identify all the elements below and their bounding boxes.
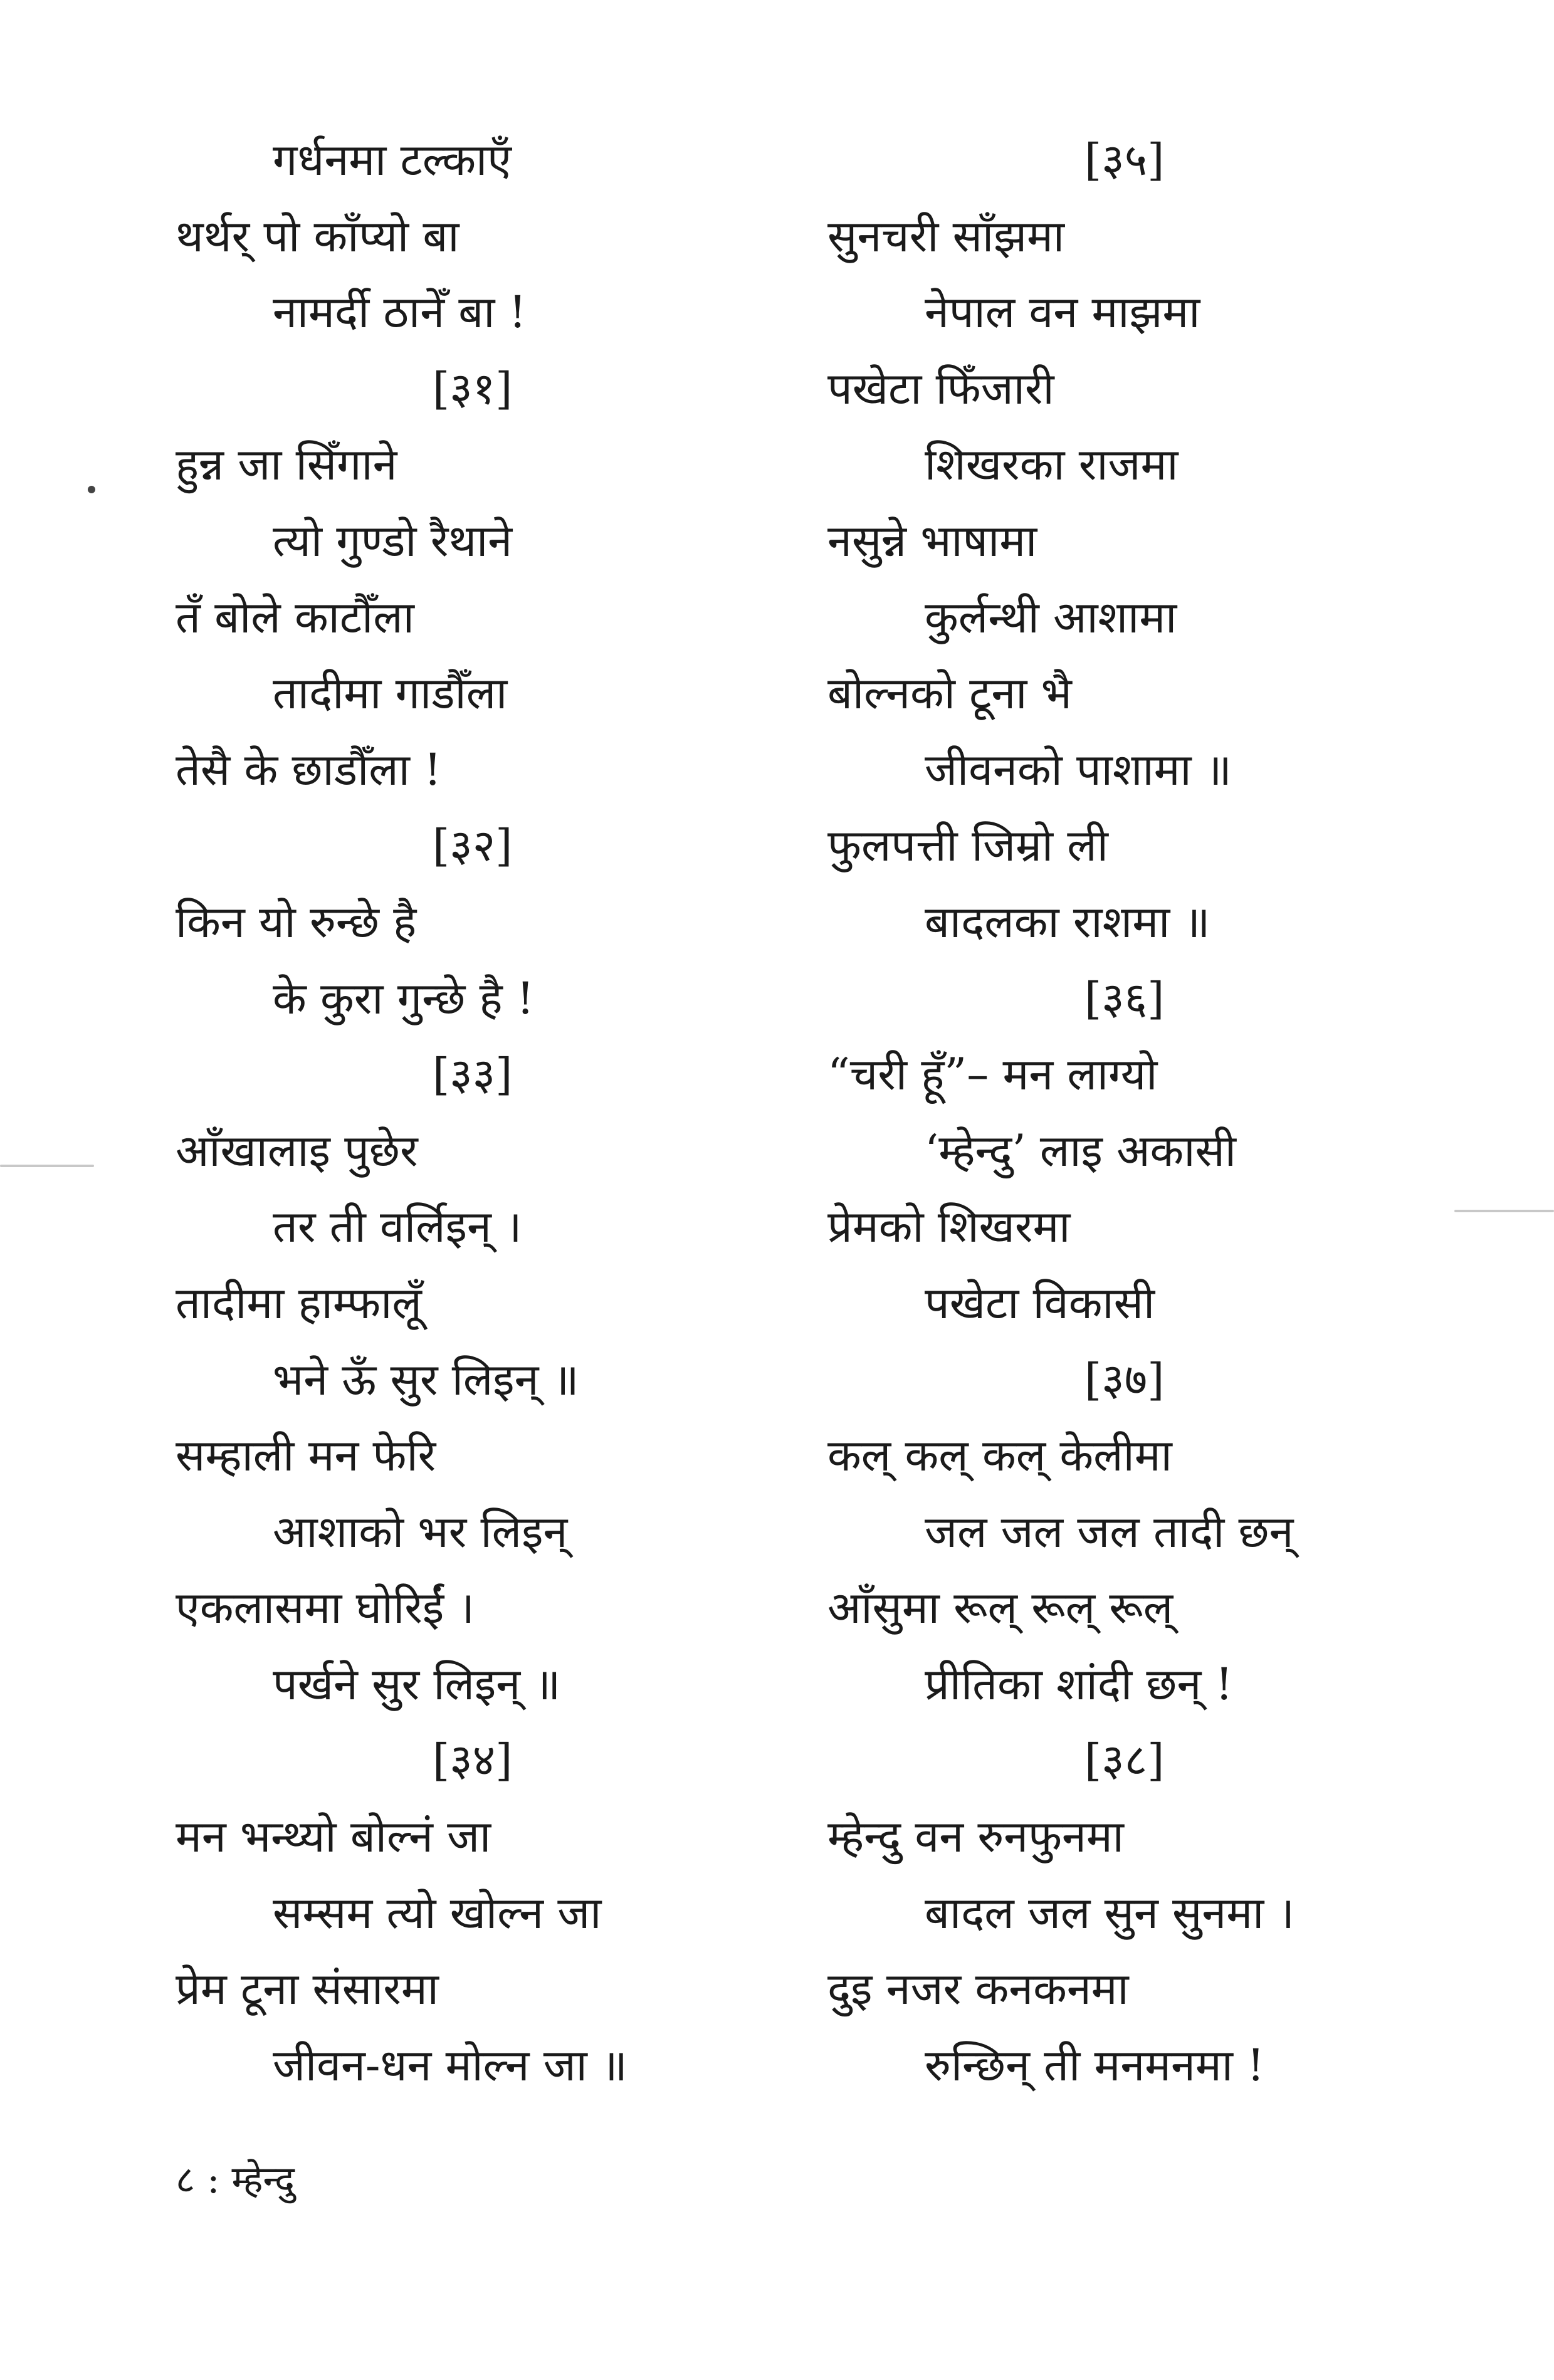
poem-line: रुन्छिन् ती मनमनमा ! — [925, 2039, 1265, 2091]
stanza-number: [३४] — [433, 1734, 513, 1786]
poem-line: के कुरा गुन्छे है ! — [273, 972, 535, 1024]
stanza-number: [३३] — [433, 1049, 513, 1101]
poem-line: ‘म्हेन्दु’ लाइ अकासी — [925, 1124, 1236, 1177]
poem-line: आशाको भर लिइन् — [273, 1506, 568, 1558]
stanza-number: [३७] — [1084, 1353, 1165, 1405]
poem-line: प्रीतिका शांदी छन् ! — [925, 1658, 1233, 1710]
scan-speck — [88, 486, 95, 493]
poem-line: “चरी हूँ”– मन लाग्यो — [827, 1049, 1158, 1101]
page-fold-right — [1454, 1210, 1554, 1212]
poem-line: नामर्दी ठानेँ बा ! — [273, 286, 527, 338]
poem-line: बादल जल सुन सुनमा । — [925, 1887, 1294, 1939]
stanza-number: [३८] — [1084, 1734, 1165, 1786]
poem-line: नेपाल वन माझमा — [925, 286, 1200, 338]
poem-column-right — [827, 122, 1392, 2104]
poem-line: तादीमा हाम्फालूँ — [176, 1277, 422, 1329]
poem-line: हुन्न जा सिँगाने — [176, 439, 397, 491]
poem-line: जीवन-धन मोल्न जा ॥ — [273, 2039, 627, 2091]
poem-line: सम्हाली मन फेरि — [176, 1430, 436, 1482]
poem-column-left — [176, 122, 740, 2104]
poem-line: भने ऊँ सुर लिइन् ॥ — [273, 1353, 579, 1405]
poem-line: कल् कल् कल् केलीमा — [827, 1430, 1172, 1482]
poem-line: तेसै के छाडौँला ! — [176, 743, 442, 795]
poem-line: पखेटा फिँजारी — [827, 362, 1054, 414]
poem-line: दुइ नजर कनकनमा — [827, 1963, 1129, 2015]
poem-line: शिखरका राजमा — [925, 439, 1179, 491]
stanza-number: [३६] — [1084, 972, 1165, 1024]
poem-line: आँखालाइ पुछेर — [176, 1124, 418, 1177]
poem-line: सम्सम त्यो खोल्न जा — [273, 1887, 602, 1939]
poem-line: थर्थर् पो काँप्यो बा — [176, 210, 459, 262]
poem-line: एकलासमा घोरिईं । — [176, 1582, 475, 1634]
stanza-number: [३२] — [433, 820, 513, 872]
poem-line: नसुन्ने भाषामा — [827, 515, 1037, 567]
poem-line: कुर्लन्थी आशामा — [925, 591, 1177, 643]
poem-line: जल जल जल तादी छन् — [925, 1506, 1294, 1558]
poem-line: सुनचरी साँझमा — [827, 210, 1064, 262]
poem-line: तर ती वर्लिइन् । — [273, 1201, 522, 1253]
poem-line: गर्धनमा टल्काएँ — [273, 134, 512, 186]
poem-line: प्रेम टूना संसारमा — [176, 1963, 439, 2015]
poem-line: तँ बोले काटौँला — [176, 591, 414, 643]
poem-line: जीवनको पाशामा ॥ — [925, 743, 1232, 795]
poem-line: आँसुमा रूल् रूल् रूल् — [827, 1582, 1173, 1634]
poem-line: फुलपत्ती जिम्रो ली — [827, 820, 1108, 872]
poem-line: पर्खने सुर लिइन् ॥ — [273, 1658, 561, 1710]
poem-line: बोल्नको टूना भै — [827, 668, 1072, 720]
stanza-number: [३१] — [433, 362, 513, 414]
poem-line: म्हेन्दु वन रुनफुनमा — [827, 1811, 1124, 1863]
poem-line: तादीमा गाडौँला — [273, 668, 508, 720]
poem-line: पखेटा विकासी — [925, 1277, 1155, 1329]
poem-line: बादलका राशमा ॥ — [925, 896, 1210, 948]
poem-line: प्रेमको शिखरमा — [827, 1201, 1071, 1253]
page-footer: ८ : म्हेन्दु — [176, 2158, 295, 2202]
stanza-number: [३५] — [1084, 134, 1165, 186]
poem-line: त्यो गुण्डो रैथाने — [273, 515, 513, 567]
page-fold-left — [0, 1165, 94, 1167]
poem-line: मन भन्थ्यो बोल्नं जा — [176, 1811, 491, 1863]
poem-line: किन यो रुन्छे है — [176, 896, 417, 948]
